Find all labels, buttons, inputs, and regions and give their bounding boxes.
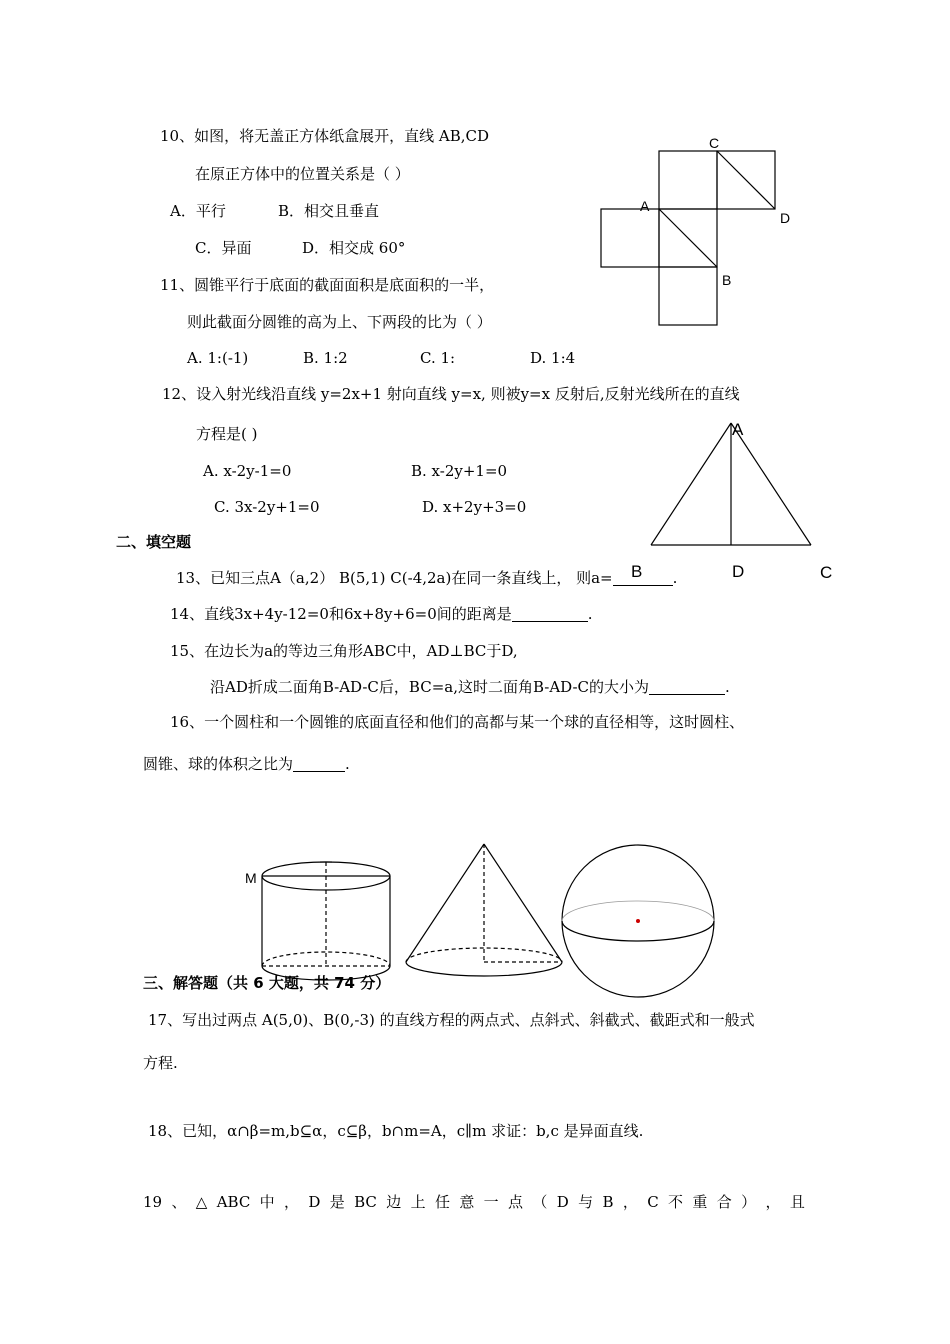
q19-token: B (602, 1193, 614, 1211)
q10-option-d: D．相交成 60° (302, 239, 406, 257)
q18-line: 18、已知，α∩β=m,b⊆α，c⊆β，b∩m=A，c∥m 求证：b,c 是异面直线. (148, 1122, 644, 1140)
q19-token: 意 (459, 1193, 475, 1211)
q19-token: D (308, 1193, 321, 1211)
q14-blank[interactable] (512, 605, 588, 622)
q19-token: 19 (143, 1193, 163, 1211)
q11-line2: 则此截面分圆锥的高为上、下两段的比为（ ） (187, 313, 492, 331)
q19-token: C (647, 1193, 659, 1211)
q15-blank[interactable] (649, 678, 725, 695)
net-square-bottom (659, 267, 717, 325)
section2-title: 二、填空题 (116, 533, 192, 551)
cylinder-drawing (262, 862, 390, 980)
triangle-label-c: C (820, 563, 833, 582)
q12-option-c: C. 3x-2y+1=0 (214, 498, 320, 516)
q12-option-b: B. x-2y+1=0 (411, 462, 508, 480)
q11-option-c: C. 1: (420, 349, 456, 367)
q19-token: 合 (716, 1193, 732, 1211)
q19-token: ） (741, 1193, 757, 1211)
net-line-cd (717, 151, 775, 209)
q16-end: . (345, 755, 350, 773)
q19-token: ， (284, 1193, 300, 1211)
q19-token: 与 (578, 1193, 594, 1211)
q11-option-b: B. 1:2 (303, 349, 348, 367)
q19-token: ， (622, 1193, 638, 1211)
q10-option-b: B．相交且垂直 (278, 202, 380, 220)
cylinder-top-ellipse (262, 862, 390, 890)
net-square-top-right (717, 151, 775, 209)
q19-token: （ (532, 1193, 548, 1211)
q19-token: ABC (216, 1193, 251, 1211)
q16-text: 圆锥、球的体积之比为 (143, 755, 294, 773)
cone-base-front (406, 962, 562, 976)
q19-token: 重 (692, 1193, 708, 1211)
q19-token: 边 (386, 1193, 402, 1211)
q19-token: 中 (259, 1193, 275, 1211)
q19-token: 、 (171, 1193, 187, 1211)
q13-text: 13、已知三点A（a,2） B(5,1) C(-4,2a)在同一条直线上， 则a= (176, 569, 613, 587)
q19-token: 不 (668, 1193, 684, 1211)
q12-line1: 12、设入射光线沿直线 y=2x+1 射向直线 y=x, 则被y=x 反射后,反射光线所在的直线 (162, 385, 740, 403)
q19-token: 一 (483, 1193, 499, 1211)
sphere-drawing (562, 845, 714, 997)
q19-token: 点 (508, 1193, 524, 1211)
q16-line2 (143, 754, 350, 774)
q15-text: 沿AD折成二面角B-AD-C后，BC=a,这时二面角B-AD-C的大小为 (210, 678, 650, 696)
q10-option-c: C．异面 (195, 239, 252, 257)
q17-line2: 方程. (143, 1054, 178, 1072)
q12-option-a: A. x-2y-1=0 (203, 462, 292, 480)
cone-left-edge (406, 844, 484, 962)
triangle-label-b: B (631, 562, 643, 581)
q13-line (176, 568, 677, 588)
cone-base-back (406, 948, 562, 962)
q14-text: 14、直线3x+4y-12=0和6x+8y+6=0间的距离是 (170, 605, 512, 623)
sphere-center-dot (636, 919, 640, 923)
q19-token: BC (354, 1193, 377, 1211)
net-square-mid-center (659, 209, 717, 267)
q10-line1: 10、如图，将无盖正方体纸盒展开，直线 AB,CD (160, 127, 489, 145)
q15-line1: 15、在边长为a的等边三角形ABC中，AD⊥BC于D, (170, 642, 518, 660)
net-label-a: A (640, 198, 650, 214)
net-label-c: C (709, 135, 720, 151)
net-square-top-left (659, 151, 717, 209)
cone-right-edge (484, 844, 562, 962)
sphere-equator-front (562, 921, 714, 941)
q13-blank[interactable] (613, 569, 673, 586)
net-label-d: D (780, 210, 791, 226)
q14-end: . (587, 605, 593, 623)
net-square-mid-left (601, 209, 659, 267)
triangle-label-a: A (732, 420, 744, 439)
q11-option-d: D. 1:4 (530, 349, 576, 367)
triangle-label-d: D (732, 562, 745, 581)
q10-line2: 在原正方体中的位置关系是（ ） (195, 165, 410, 183)
q19-token: 且 (789, 1193, 805, 1211)
q10-option-a: A．平行 (170, 202, 226, 220)
triangle-side-ab (651, 423, 731, 545)
q13-end: . (672, 569, 678, 587)
net-line-ab (659, 209, 717, 267)
q12-line2: 方程是( ) (196, 425, 258, 443)
net-label-b: B (722, 272, 732, 288)
cylinder-label-m: M (245, 870, 257, 886)
sphere-outline (562, 845, 714, 997)
q15-line2 (210, 677, 730, 697)
q15-end: . (725, 678, 730, 696)
q16-line1: 16、一个圆柱和一个圆锥的底面直径和他们的高都与某一个球的直径相等，这时圆柱、 (170, 713, 745, 731)
q16-blank[interactable] (293, 755, 345, 772)
cone-drawing (406, 844, 562, 976)
q19-line (143, 1192, 805, 1212)
q19-token: 上 (410, 1193, 426, 1211)
section3-title: 三、解答题（共 6 大题，共 74 分） (143, 974, 391, 992)
cylinder-bottom-back (262, 952, 390, 966)
q12-option-d: D. x+2y+3=0 (422, 498, 527, 516)
q19-token: ， (765, 1193, 781, 1211)
q11-line1: 11、圆锥平行于底面的截面面积是底面积的一半， (160, 276, 495, 294)
q14-line (170, 604, 593, 624)
sphere-equator-back (562, 901, 714, 921)
q19-token: △ (195, 1193, 208, 1211)
q19-token: D (556, 1193, 569, 1211)
q17-line1: 17、写出过两点 A(5,0)、B(0,-3) 的直线方程的两点式、点斜式、斜截式、截距式和一般式 (148, 1011, 755, 1029)
q11-option-a: A. 1:(-1) (187, 349, 249, 367)
q19-token: 是 (329, 1193, 345, 1211)
triangle-side-ac (731, 420, 811, 545)
q19-token: 任 (434, 1193, 450, 1211)
